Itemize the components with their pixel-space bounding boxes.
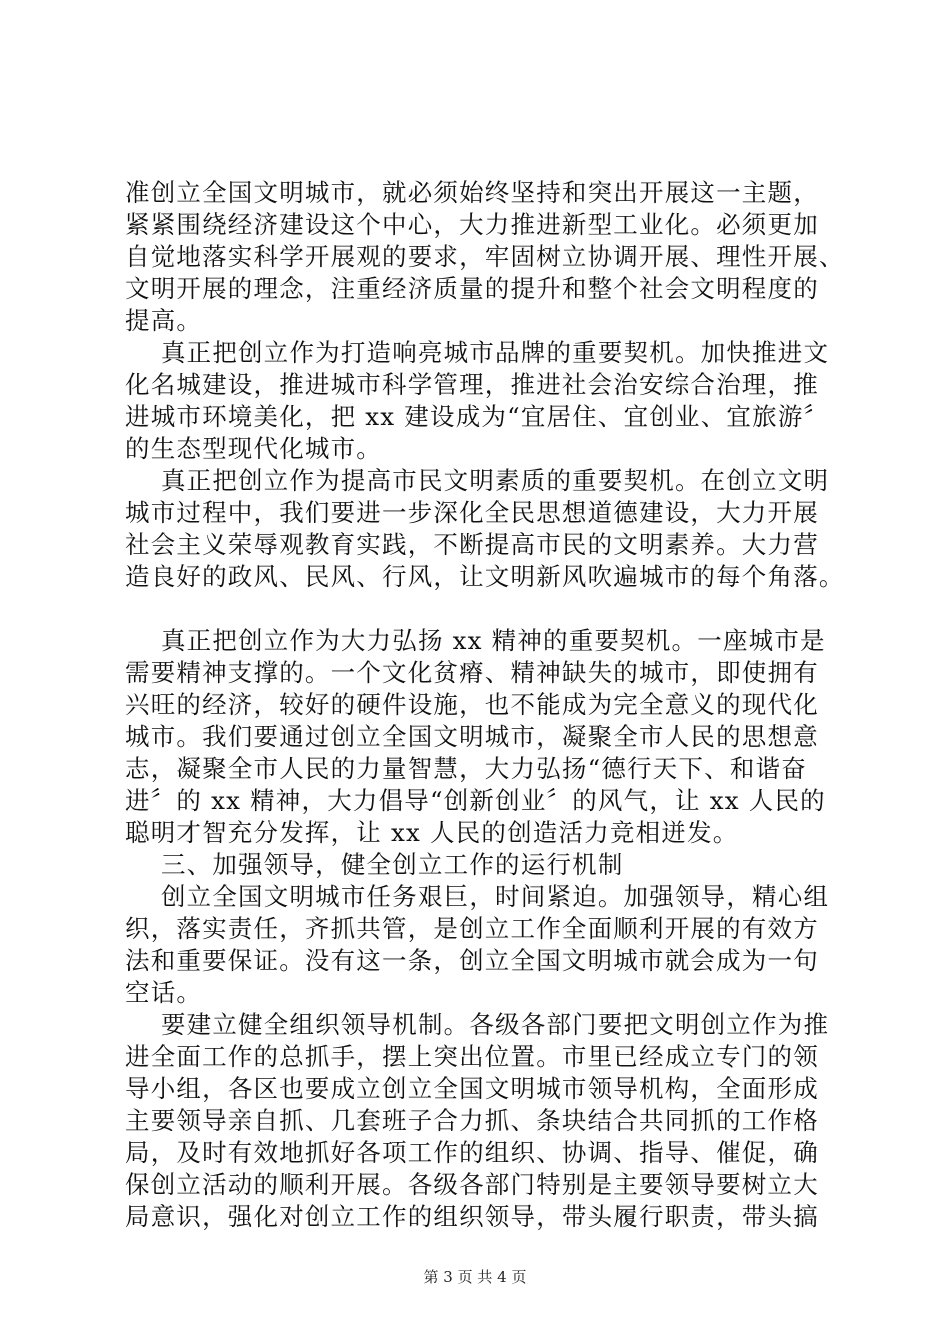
text-line: 真正把创立作为提高市民文明素质的重要契机。在创立文明	[125, 466, 830, 495]
text-line: 社会主义荣辱观教育实践，不断提高市民的文明素养。大力营	[125, 530, 819, 559]
text-line: 城市过程中，我们要进一步深化全民思想道德建设，大力开展	[125, 498, 819, 527]
text-line: 进〞的 xx 精神，大力倡导“创新创业〞的风气，让 xx 人民的	[125, 786, 826, 815]
text-line: 法和重要保证。没有这一条，创立全国文明城市就会成为一句	[125, 946, 819, 975]
text-line: 导小组，各区也要成立创立全国文明城市领导机构，全面形成	[125, 1074, 819, 1103]
text-line: 紧紧围绕经济建设这个中心，大力推进新型工业化。必须更加	[125, 210, 819, 239]
text-line: 化名城建设，推进城市科学管理，推进社会治安综合治理，推	[125, 370, 819, 399]
text-line: 自觉地落实科学开展观的要求，牢固树立协调开展、理性开展、	[125, 242, 845, 271]
text-line: 文明开展的理念，注重经济质量的提升和整个社会文明程度的	[125, 274, 819, 303]
text-line: 真正把创立作为打造响亮城市品牌的重要契机。加快推进文	[125, 338, 830, 367]
text-line: 要建立健全组织领导机制。各级各部门要把文明创立作为推	[125, 1010, 830, 1039]
text-line: 的生态型现代化城市。	[125, 434, 382, 463]
text-line: 进全面工作的总抓手，摆上突出位置。市里已经成立专门的领	[125, 1042, 819, 1071]
text-line: 志，凝聚全市人民的力量智慧，大力弘扬“德行天下、和谐奋	[125, 754, 807, 783]
text-line: 造良好的政风、民风、行风，让文明新风吹遍城市的每个角落。	[125, 562, 845, 591]
text-line: 兴旺的经济，较好的硬件设施，也不能成为完全意义的现代化	[125, 690, 819, 719]
text-line: 创立全国文明城市任务艰巨，时间紧迫。加强领导，精心组	[125, 882, 830, 911]
text-line: 空话。	[125, 978, 203, 1007]
section-heading: 三、加强领导，健全创立工作的运行机制	[125, 850, 624, 879]
text-line: 主要领导亲自抓、几套班子合力抓、条块结合共同抓的工作格	[125, 1106, 819, 1135]
text-line: 织，落实责任，齐抓共管，是创立工作全面顺利开展的有效方	[125, 914, 819, 943]
text-line: 进城市环境美化，把 xx 建设成为“宜居住、宜创业、宜旅游〞	[125, 402, 830, 431]
text-line: 城市。我们要通过创立全国文明城市，凝聚全市人民的思想意	[125, 722, 819, 751]
text-line: 准创立全国文明城市，就必须始终坚持和突出开展这一主题，	[125, 178, 819, 207]
text-line: 提高。	[125, 306, 203, 335]
text-line: 局意识，强化对创立工作的组织领导，带头履行职责，带头搞	[125, 1202, 819, 1231]
text-line: 局，及时有效地抓好各项工作的组织、协调、指导、催促，确	[125, 1138, 819, 1167]
text-line: 需要精神支撑的。一个文化贫瘠、精神缺失的城市，即使拥有	[125, 658, 819, 687]
text-line: 真正把创立作为大力弘扬 xx 精神的重要契机。一座城市是	[125, 626, 826, 655]
page-footer: 第 3 页 共 4 页	[423, 1268, 527, 1286]
text-line: 保创立活动的顺利开展。各级各部门特别是主要领导要树立大	[125, 1170, 819, 1199]
text-line: 聪明才智充分发挥，让 xx 人民的创造活力竞相迸发。	[125, 818, 739, 847]
